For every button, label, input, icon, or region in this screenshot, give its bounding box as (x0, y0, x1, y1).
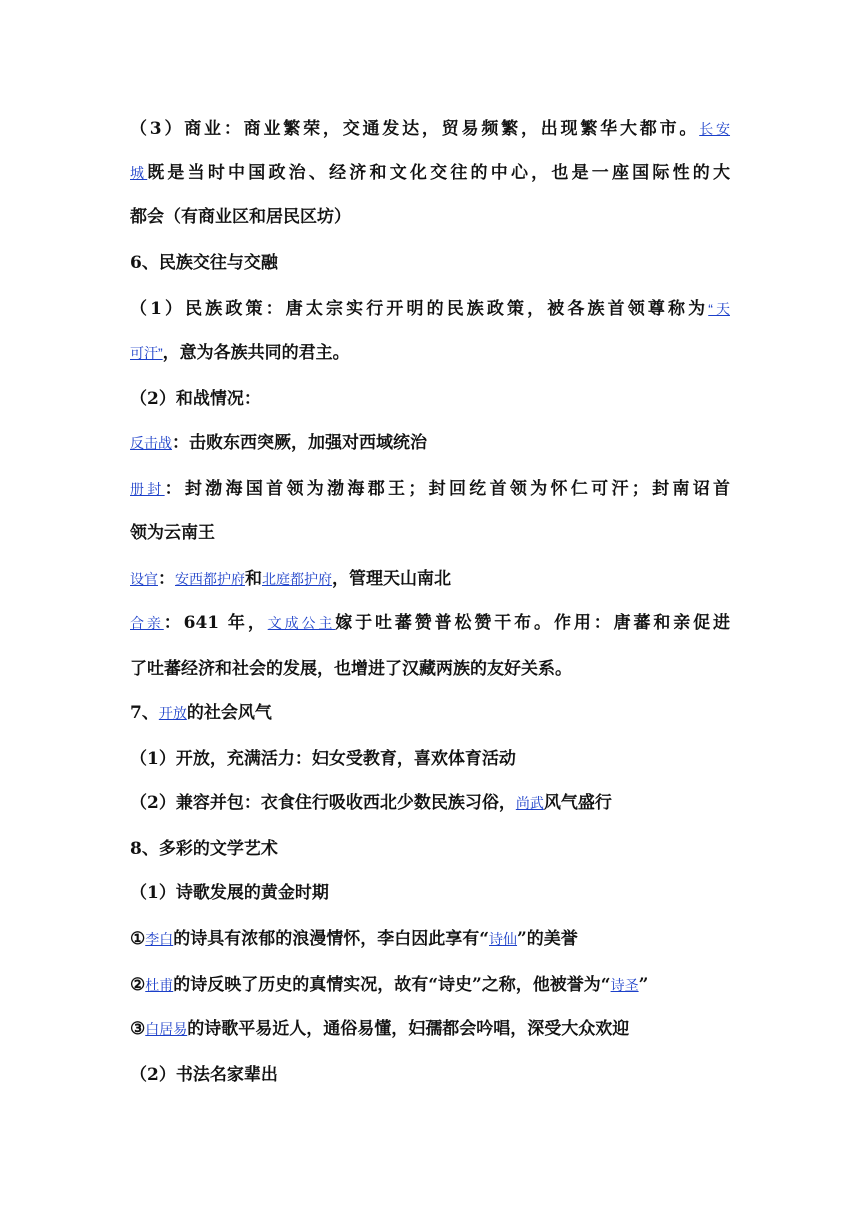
text-segment: 风气盛行 (543, 793, 612, 813)
para-commerce-line-3 (130, 206, 730, 228)
text-segment: ：641 年， (163, 613, 268, 633)
text-segment: （2）兼容并包：衣食住行吸收西北少数民族习俗， (130, 793, 516, 813)
item-enfeoff-line-1 (130, 478, 730, 500)
link-enfeoff[interactable]: 册封 (130, 481, 165, 497)
text-segment: （2）和战情况： (130, 389, 261, 409)
heading-text: 7、 (130, 703, 159, 723)
text-segment: ② (130, 975, 146, 995)
text-segment: （2）书法名家辈出 (130, 1065, 278, 1085)
text-segment: （3）商业：商业繁荣，交通发达，贸易频繁，出现繁华大都市。 (130, 119, 700, 139)
link-kehan[interactable]: 可汗” (130, 345, 163, 361)
text-segment: 的诗歌平易近人，通俗易懂，妇孺都会吟唱，深受大众欢迎 (187, 1019, 630, 1039)
text-segment: 嫁于吐蕃赞普松赞干布。作用：唐蕃和亲促进 (335, 613, 731, 633)
para-ethnic-policy-line-2 (130, 342, 730, 364)
text-segment: 领为云南王 (130, 523, 215, 543)
link-princess-wencheng[interactable]: 文成公主 (267, 615, 336, 631)
text-segment: ：击败东西突厥，加强对西域统治 (172, 433, 427, 453)
link-changan[interactable]: 长安 (699, 121, 731, 137)
subheading-calligraphy (130, 1064, 730, 1086)
heading-text: 6、民族交往与交融 (130, 253, 278, 273)
item-li-bai (130, 928, 730, 950)
item-marriage-line-1 (130, 612, 730, 634)
text-segment: 了吐蕃经济和社会的发展，也增进了汉藏两族的友好关系。 (130, 659, 572, 679)
text-segment: 都会（有商业区和居民区坊） (130, 207, 351, 227)
link-openness[interactable]: 开放 (158, 705, 187, 721)
subheading-poetry (130, 882, 730, 904)
text-segment: ，意为各族共同的君主。 (162, 343, 350, 363)
text-segment: ： (158, 569, 175, 589)
item-du-fu (130, 974, 730, 996)
para-commerce-line-1 (130, 118, 730, 140)
link-anxi-protectorate[interactable]: 安西都护府 (175, 571, 245, 587)
subheading-war-peace (130, 388, 730, 410)
text-segment: ① (130, 929, 146, 949)
text-segment: （1）开放，充满活力：妇女受教育，喜欢体育活动 (130, 749, 516, 769)
item-offices (130, 568, 730, 590)
text-segment: 既是当时中国政治、经济和文化交往的中心，也是一座国际性的大 (147, 163, 731, 183)
section-heading-7 (130, 702, 730, 724)
heading-text: 的社会风气 (186, 703, 272, 723)
item-counterattack (130, 432, 730, 454)
link-shixian[interactable]: 诗仙 (489, 931, 518, 947)
item-inclusive (130, 792, 730, 814)
link-marriage[interactable]: 合亲 (130, 615, 164, 631)
item-marriage-line-2 (130, 658, 730, 680)
link-counterattack[interactable]: 反击战 (130, 435, 172, 451)
link-beiting-protectorate[interactable]: 北庭都护府 (262, 571, 332, 587)
section-heading-8 (130, 838, 730, 860)
link-martial[interactable]: 尚武 (515, 795, 544, 811)
link-tian[interactable]: “天 (708, 301, 730, 317)
link-offices[interactable]: 设官 (130, 571, 158, 587)
text-segment: ③ (130, 1019, 146, 1039)
para-commerce-line-2 (130, 162, 730, 184)
text-segment: ”的美誉 (517, 929, 578, 949)
link-bai-juyi[interactable]: 白居易 (145, 1021, 188, 1037)
link-shisheng[interactable]: 诗圣 (610, 977, 639, 993)
text-segment: 的诗反映了历史的真情实况，故有“诗史”之称，他被誉为“ (173, 975, 611, 995)
link-du-fu[interactable]: 杜甫 (145, 977, 174, 993)
text-segment: ，管理天山南北 (332, 569, 451, 589)
text-segment: ：封渤海国首领为渤海郡王；封回纥首领为怀仁可汗；封南诏首 (164, 479, 731, 499)
section-heading-6 (130, 252, 730, 274)
link-cheng[interactable]: 城 (130, 165, 148, 181)
para-ethnic-policy-line-1 (130, 298, 730, 320)
text-segment: （1）诗歌发展的黄金时期 (130, 883, 329, 903)
item-bai-juyi (130, 1018, 730, 1040)
item-open-vitality (130, 748, 730, 770)
text-segment: （1）民族政策：唐太宗实行开明的民族政策，被各族首领尊称为 (130, 299, 709, 319)
item-enfeoff-line-2 (130, 522, 730, 544)
text-segment: 的诗具有浓郁的浪漫情怀，李白因此享有“ (173, 929, 490, 949)
text-segment: 和 (245, 569, 262, 589)
text-segment: ” (638, 975, 649, 995)
heading-text: 8、多彩的文学艺术 (130, 839, 278, 859)
link-li-bai[interactable]: 李白 (145, 931, 174, 947)
